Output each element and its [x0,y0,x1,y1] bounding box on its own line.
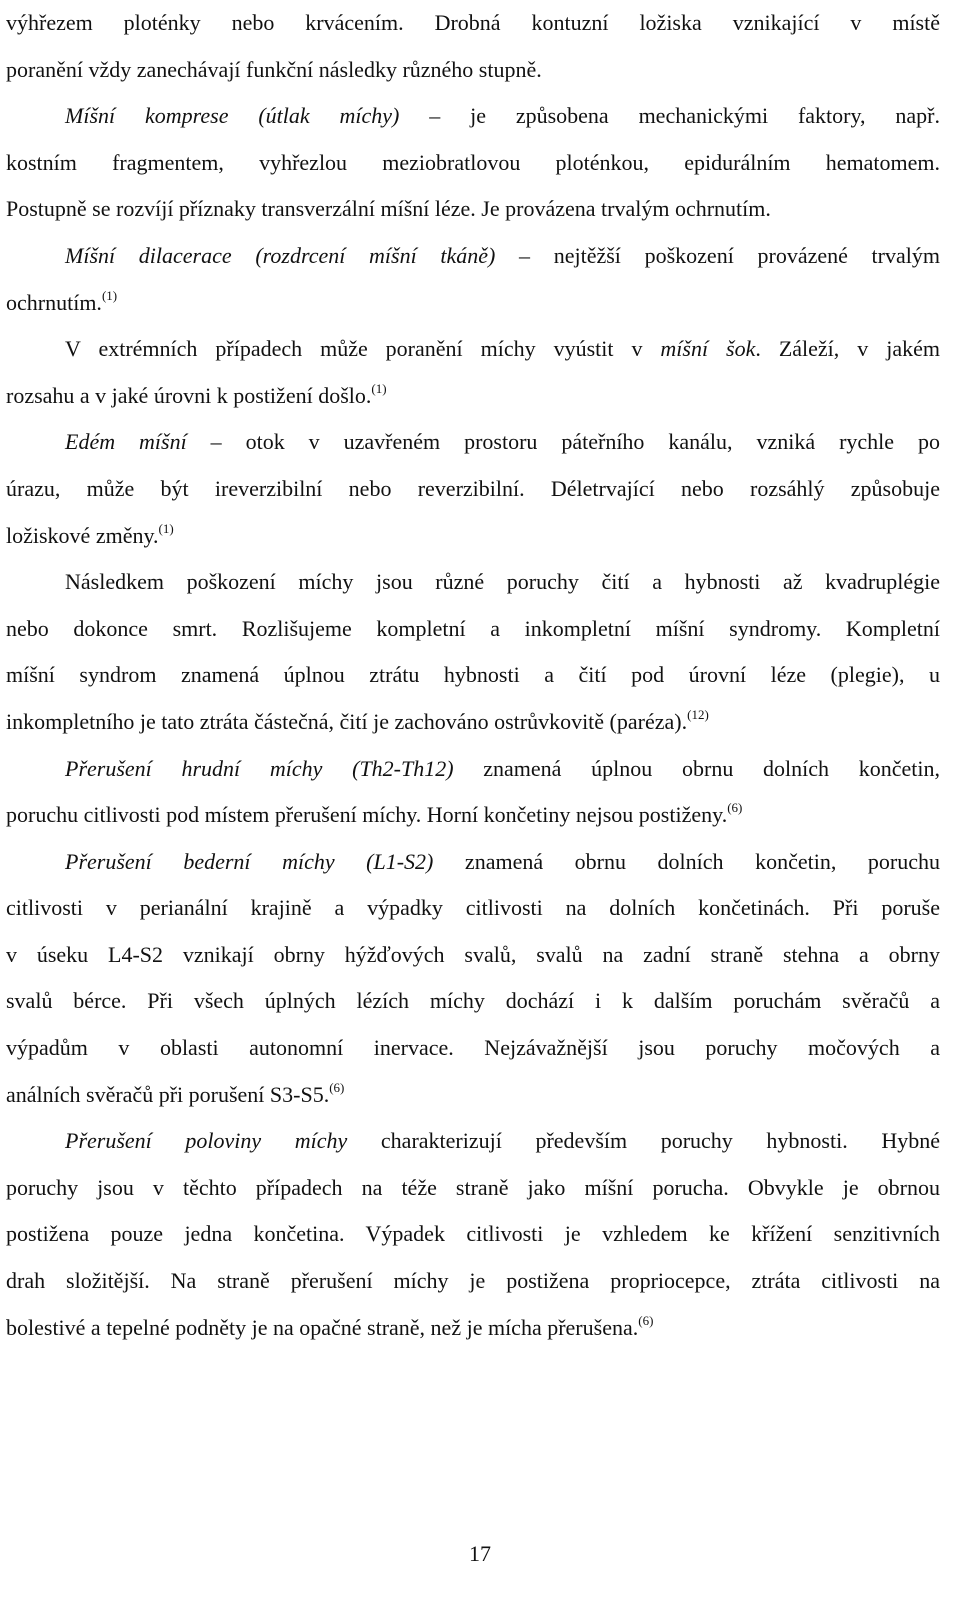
citation: (6) [727,800,743,816]
page-number: 17 [469,1541,491,1566]
text-line: výpadům v oblasti autonomní inervace. Nejzávažnější jsou poruchy močových a [6,1035,940,1061]
paragraph-misni-dilacerace: Míšní dilacerace (rozdrcení míšní tkáně) – nejtěžší poškození provázené trvalým [65,242,940,268]
citation: (12) [687,706,709,722]
term-misni-sok: míšní šok [660,336,756,362]
text-line: ochrnutím.$^{(1)}$ [6,287,118,315]
text-line: poruchu citlivosti pod místem přerušení míchy. Horní končetiny nejsou postiženy.$^{(6)}$ [6,800,743,828]
term-hrudni-micha: Přerušení hrudní míchy (Th2-Th12) [65,755,454,781]
text-line: inkompletního je tato ztráta částečná, čití je zachováno ostrůvkovitě (paréza).$^{(12)}$ [6,706,709,734]
text-line: drah složitější. Na straně přerušení míchy je postižena propriocepce, ztráta citlivosti na [6,1268,940,1294]
paragraph-edem-misni: Edém míšní – otok v uzavřeném prostoru páteřního kanálu, vzniká rychle po [65,429,940,455]
text-line: svalů bérce. Při všech úplných lézích míchy dochází i k dalším poruchám svěračů a [6,988,940,1014]
text-line: nebo dokonce smrt. Rozlišujeme kompletní a inkompletní míšní syndromy. Kompletní [6,615,940,641]
text-line: citlivosti v perianální krajině a výpadky citlivosti na dolních končetinách. Při poruše [6,895,940,921]
text-body [6,0,940,1351]
text-line: postižena pouze jedna končetina. Výpadek citlivosti je vzhledem ke křížení senzitivních [6,1221,940,1247]
text-line: Postupně se rozvíjí příznaky transverzální míšní léze. Je provázena trvalým ochrnutím. [6,196,771,222]
term-misni-dilacerace: Míšní dilacerace (rozdrcení míšní tkáně) [65,242,496,268]
citation: (6) [329,1079,345,1095]
text-line: míšní syndrom znamená úplnou ztrátu hybnosti a čití pod úrovní léze (plegie), u [6,662,940,688]
paragraph-bederni-micha: Přerušení bederní míchy (L1-S2) znamená obrnu dolních končetin, poruchu [65,848,940,874]
text-line: úrazu, může být ireverzibilní nebo reverzibilní. Déletrvající nebo rozsáhlý způsobuje [6,475,940,501]
paragraph-nasledky: Následkem poškození míchy jsou různé poruchy čití a hybnosti až kvadruplégie [65,569,940,595]
text-line: rozsahu a v jaké úrovni k postižení došlo.$^{(1)}$ [6,380,387,408]
paragraph-hrudni-micha: Přerušení hrudní míchy (Th2-Th12) znamená úplnou obrnu dolních končetin, [65,755,940,781]
text-line: ložiskové změny.$^{(1)}$ [6,520,174,548]
text-line: kostním fragmentem, vyhřezlou meziobratlovou ploténkou, epidurálním hematomem. [6,149,940,175]
paragraph-misni-sok: V extrémních případech může poranění míchy vyústit v míšní šok. Záleží, v jakém [65,336,940,362]
citation: (6) [638,1312,654,1328]
citation: (1) [371,380,387,396]
citation: (1) [101,287,118,303]
term-edem-misni: Edém míšní [65,429,187,455]
text-line: poranění vždy zanechávají funkční následky různého stupně. [6,56,542,82]
text-line: výhřezem ploténky nebo krvácením. Drobná kontuzní ložiska vznikající v místě [6,10,940,35]
paragraph-polovina-michy: Přerušení poloviny míchy charakterizují především poruchy hybnosti. Hybné [65,1128,940,1154]
text-line: análních svěračů při porušení S3-S5.$^{(6)}$ [6,1079,345,1107]
term-polovina-michy: Přerušení poloviny míchy [65,1128,348,1154]
paragraph-misni-komprese: Míšní komprese (útlak míchy) – je způsobena mechanickými faktory, např. [65,103,940,129]
term-misni-komprese: Míšní komprese (útlak míchy) [65,103,400,129]
text-line: v úseku L4-S2 vznikají obrny hýžďových svalů, svalů na zadní straně stehna a obrny [6,941,940,967]
term-bederni-micha: Přerušení bederní míchy (L1-S2) [65,848,434,874]
text-line: poruchy jsou v těchto případech na téže straně jako míšní porucha. Obvykle je obrnou [6,1174,940,1200]
citation: (1) [158,520,174,536]
text-line: bolestivé a tepelné podněty je na opačné straně, než je mícha přerušena.$^{(6)}$ [6,1312,654,1340]
